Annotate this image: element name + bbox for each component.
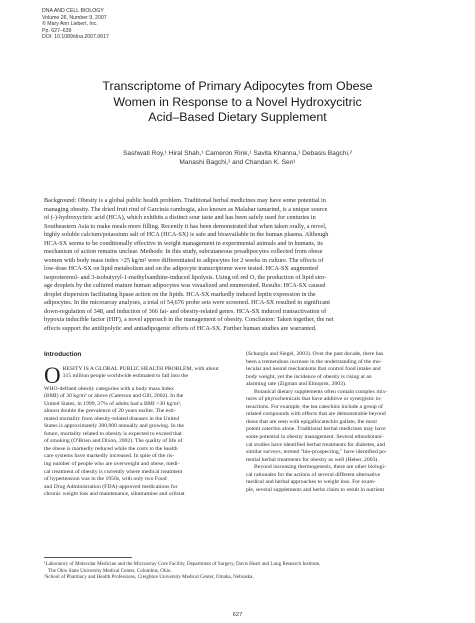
- body-line: States is approximately 300,000 annually and growing. In the: [44, 423, 184, 430]
- author-line: Manashi Bagchi,² and Chandan K. Sen¹: [179, 159, 296, 166]
- abstract-line: women with body mass index >25 kg/m² were differentiated to adipocytes for 2 weeks in culture. The effects of: [44, 256, 324, 264]
- body-line: almost double the prevalence of 20 years earlier. The esti-: [44, 408, 176, 415]
- body-line: those that are seen with epigallocatechin gallate, the most: [246, 418, 377, 425]
- body-line: alarming rate (Zigman and Elmquist, 2003).: [246, 381, 347, 388]
- footnote-line: ²School of Pharmacy and Health Professions, Creighton University Medical Center, Omaha, Nebraska.: [44, 574, 254, 581]
- body-line: body weight, yet the incidence of obesity is rising at an: [246, 373, 372, 380]
- body-line: 315 million people worldwide estimated to fall into the: [62, 373, 189, 380]
- body-line: future, mortality related to obesity is expected to exceed that: [44, 430, 182, 437]
- abstract-line: adipocytes. In the microarray analyses, a total of 54,676 probe sets were screened. HCA-SX resulted in significant: [44, 299, 331, 306]
- body-line: cal studies have identified herbal treatments for diabetes, and: [246, 441, 386, 448]
- body-line: the obese is markedly reduced while the costs to the health: [44, 445, 178, 452]
- body-line: some potential in obesity management. Several ethnobotani-: [246, 434, 384, 441]
- body-line: cal rationales for the actions of several different alternative: [246, 471, 381, 478]
- abstract-line: isoproterenol- and 3-isobutyryl-1-methylxanthine-induced lipolysis. Using oil red O, the production of lipid stor-: [44, 273, 327, 281]
- body-line: of smoking (O'Brien and Dixon, 2002). The quality of life of: [44, 438, 183, 445]
- body-line: BESITY IS A GLOBAL PUBLIC HEALTH PROBLEM, with about: [62, 365, 219, 372]
- left-column: [44, 351, 233, 499]
- abstract-line: Background: Obesity is a global public health problem. Traditional herbal medicines may have some potential in: [44, 197, 326, 204]
- body-line: and Drug Administration (FDA)-approved medications for: [44, 483, 178, 490]
- title-line: Acid–Based Dietary Supplement: [148, 110, 327, 124]
- footnote-line: ¹Laboratory of Molecular Medicine and the Microarray Core Facility, Department of Surgery, Davis Heart and Lung Research Institute,: [44, 561, 321, 567]
- body-line: United States, in 1999, 27% of adults had a BMI >30 kg/m²,: [44, 400, 182, 407]
- abstract: [44, 197, 432, 333]
- abstract-line: mechanism of action remains unclear. Methods: In this study, subcutaneous preadipocytes collected from obese: [44, 248, 323, 255]
- body-line: care systems have markedly increased. In spite of the ris-: [44, 453, 175, 460]
- body-line: been a tremendous increase in the understanding of the mo-: [246, 358, 382, 365]
- footnote-divider: [44, 557, 132, 558]
- journal-name: DNA AND CELL BIOLOGY: [42, 8, 104, 14]
- body-line: Botanical dietary supplements often contain complex mix-: [254, 388, 388, 395]
- body-line: lecular and neural mechanisms that control food intake and: [246, 366, 381, 373]
- abstract-line: HCA-SX seems to be conditionally effective in weight management in experimental animals and in humans, its: [44, 239, 323, 247]
- body-line: tential herbal treatments for obesity as well (Heber, 2003).: [246, 456, 379, 463]
- body-line: chronic weight loss and maintenance, sibutramine and orlistat: [44, 491, 185, 498]
- body-line: mated mortality from obesity-related diseases in the United: [44, 415, 180, 422]
- abstract-line: low-dose HCA-SX on lipid metabolism and on the adipocyte transcriptome were tested. HCA-SX augmented: [44, 265, 318, 272]
- drop-cap: O: [44, 362, 61, 388]
- body-line: medical and herbal approaches to weight loss. For exam-: [246, 479, 376, 486]
- body-line: ing number of people who are overweight and obese, medi-: [44, 461, 180, 468]
- page-number: 627: [232, 612, 243, 618]
- abstract-line: effects support the antilipolytic and antiadipogenic efforts of HCA-SX. Further human studies are warranted.: [44, 324, 317, 332]
- journal-volume: Volume 26, Number 9, 2007: [42, 14, 107, 21]
- author-list: [40, 149, 435, 167]
- journal-pages: Pp. 627–639: [42, 27, 72, 34]
- abstract-line: down-regulation of 348, and induction of 366 fat- and obesity-related genes. HCA-SX induced transactivation of: [44, 307, 327, 315]
- body-line: teractions. For example, the tea catechins include a group of: [246, 403, 383, 410]
- abstract-line: droplet dispersion facilitating lipase action on the lipids. HCA-SX markedly induced leptin expression in the: [44, 290, 316, 298]
- body-line: Beyond increasing thermogenesis, there are other biologi-: [254, 464, 386, 471]
- title-line: Transcriptome of Primary Adipocytes from Obese: [102, 79, 373, 93]
- abstract-line: managing obesity. The dried fruit rind of Garcinia cambogia, also known as Malabar tamarind, is a unique source: [44, 205, 328, 213]
- paper-title: [40, 79, 435, 126]
- footnote-line: The Ohio State University Medical Center, Columbus, Ohio.: [48, 567, 172, 574]
- author-line: Sashwati Roy,¹ Hiral Shah,¹ Cameron Rink,¹ Savita Khanna,¹ Debasis Bagchi,²: [123, 150, 352, 157]
- body-line: related compounds with effects that are demonstrable beyond: [246, 411, 386, 418]
- abstract-line: Southeastern Asia to make meals more filling. Recently it has been demonstrated that when taken orally, a novel,: [44, 222, 327, 230]
- abstract-line: age droplets by the cultured mature human adipocytes was visualized and enumerated. Results: HCA-SX caused: [44, 282, 326, 289]
- footnotes: [44, 561, 444, 581]
- body-line: tures of phytochemicals that have additive or synergistic in-: [246, 396, 383, 403]
- journal-copyright: © Mary Ann Liebert, Inc.: [42, 21, 98, 28]
- journal-doi: DOI: 10.1089/dna.2007.0617: [42, 34, 109, 41]
- body-line: similar surveys, termed "bio-prospecting," have identified po-: [246, 449, 387, 456]
- section-heading-introduction: Introduction: [44, 351, 82, 358]
- body-line: ple, several supplements and herbs claim to result in nutrient: [246, 486, 385, 493]
- body-line: potent catechin alone. Traditional herbal medicines may have: [246, 426, 386, 433]
- body-line: of hypertension was in the 1950s, with only two Food: [44, 476, 167, 483]
- body-line: WHO-defined obesity categories with a body mass index: [44, 385, 174, 392]
- body-line: (Schurgin and Siegel, 2003). Over the past decade, there has: [246, 351, 384, 357]
- right-column: [246, 351, 436, 494]
- abstract-line: hypoxia inducible factor (HIF), a novel approach in the management of obesity. Conclusion: Taken together, the net: [44, 316, 334, 323]
- body-line: cal treatment of obesity is currently where medical treatment: [44, 468, 183, 475]
- abstract-line: of (-)-hydroxycitric acid (HCA), which exhibits a distinct sour taste and has been safely used for centuries in: [44, 214, 316, 221]
- body-line: (BMI) of 30 kg/m² or above (Caterson and Gill, 2002). In the: [44, 393, 184, 400]
- title-line: Women in Response to a Novel Hydroxycitric: [113, 94, 362, 109]
- abstract-line: highly soluble calcium/potassium salt of HCA (HCA-SX) is safe and bioavailable in the human plasma. Although: [44, 231, 329, 238]
- journal-header: [42, 8, 109, 41]
